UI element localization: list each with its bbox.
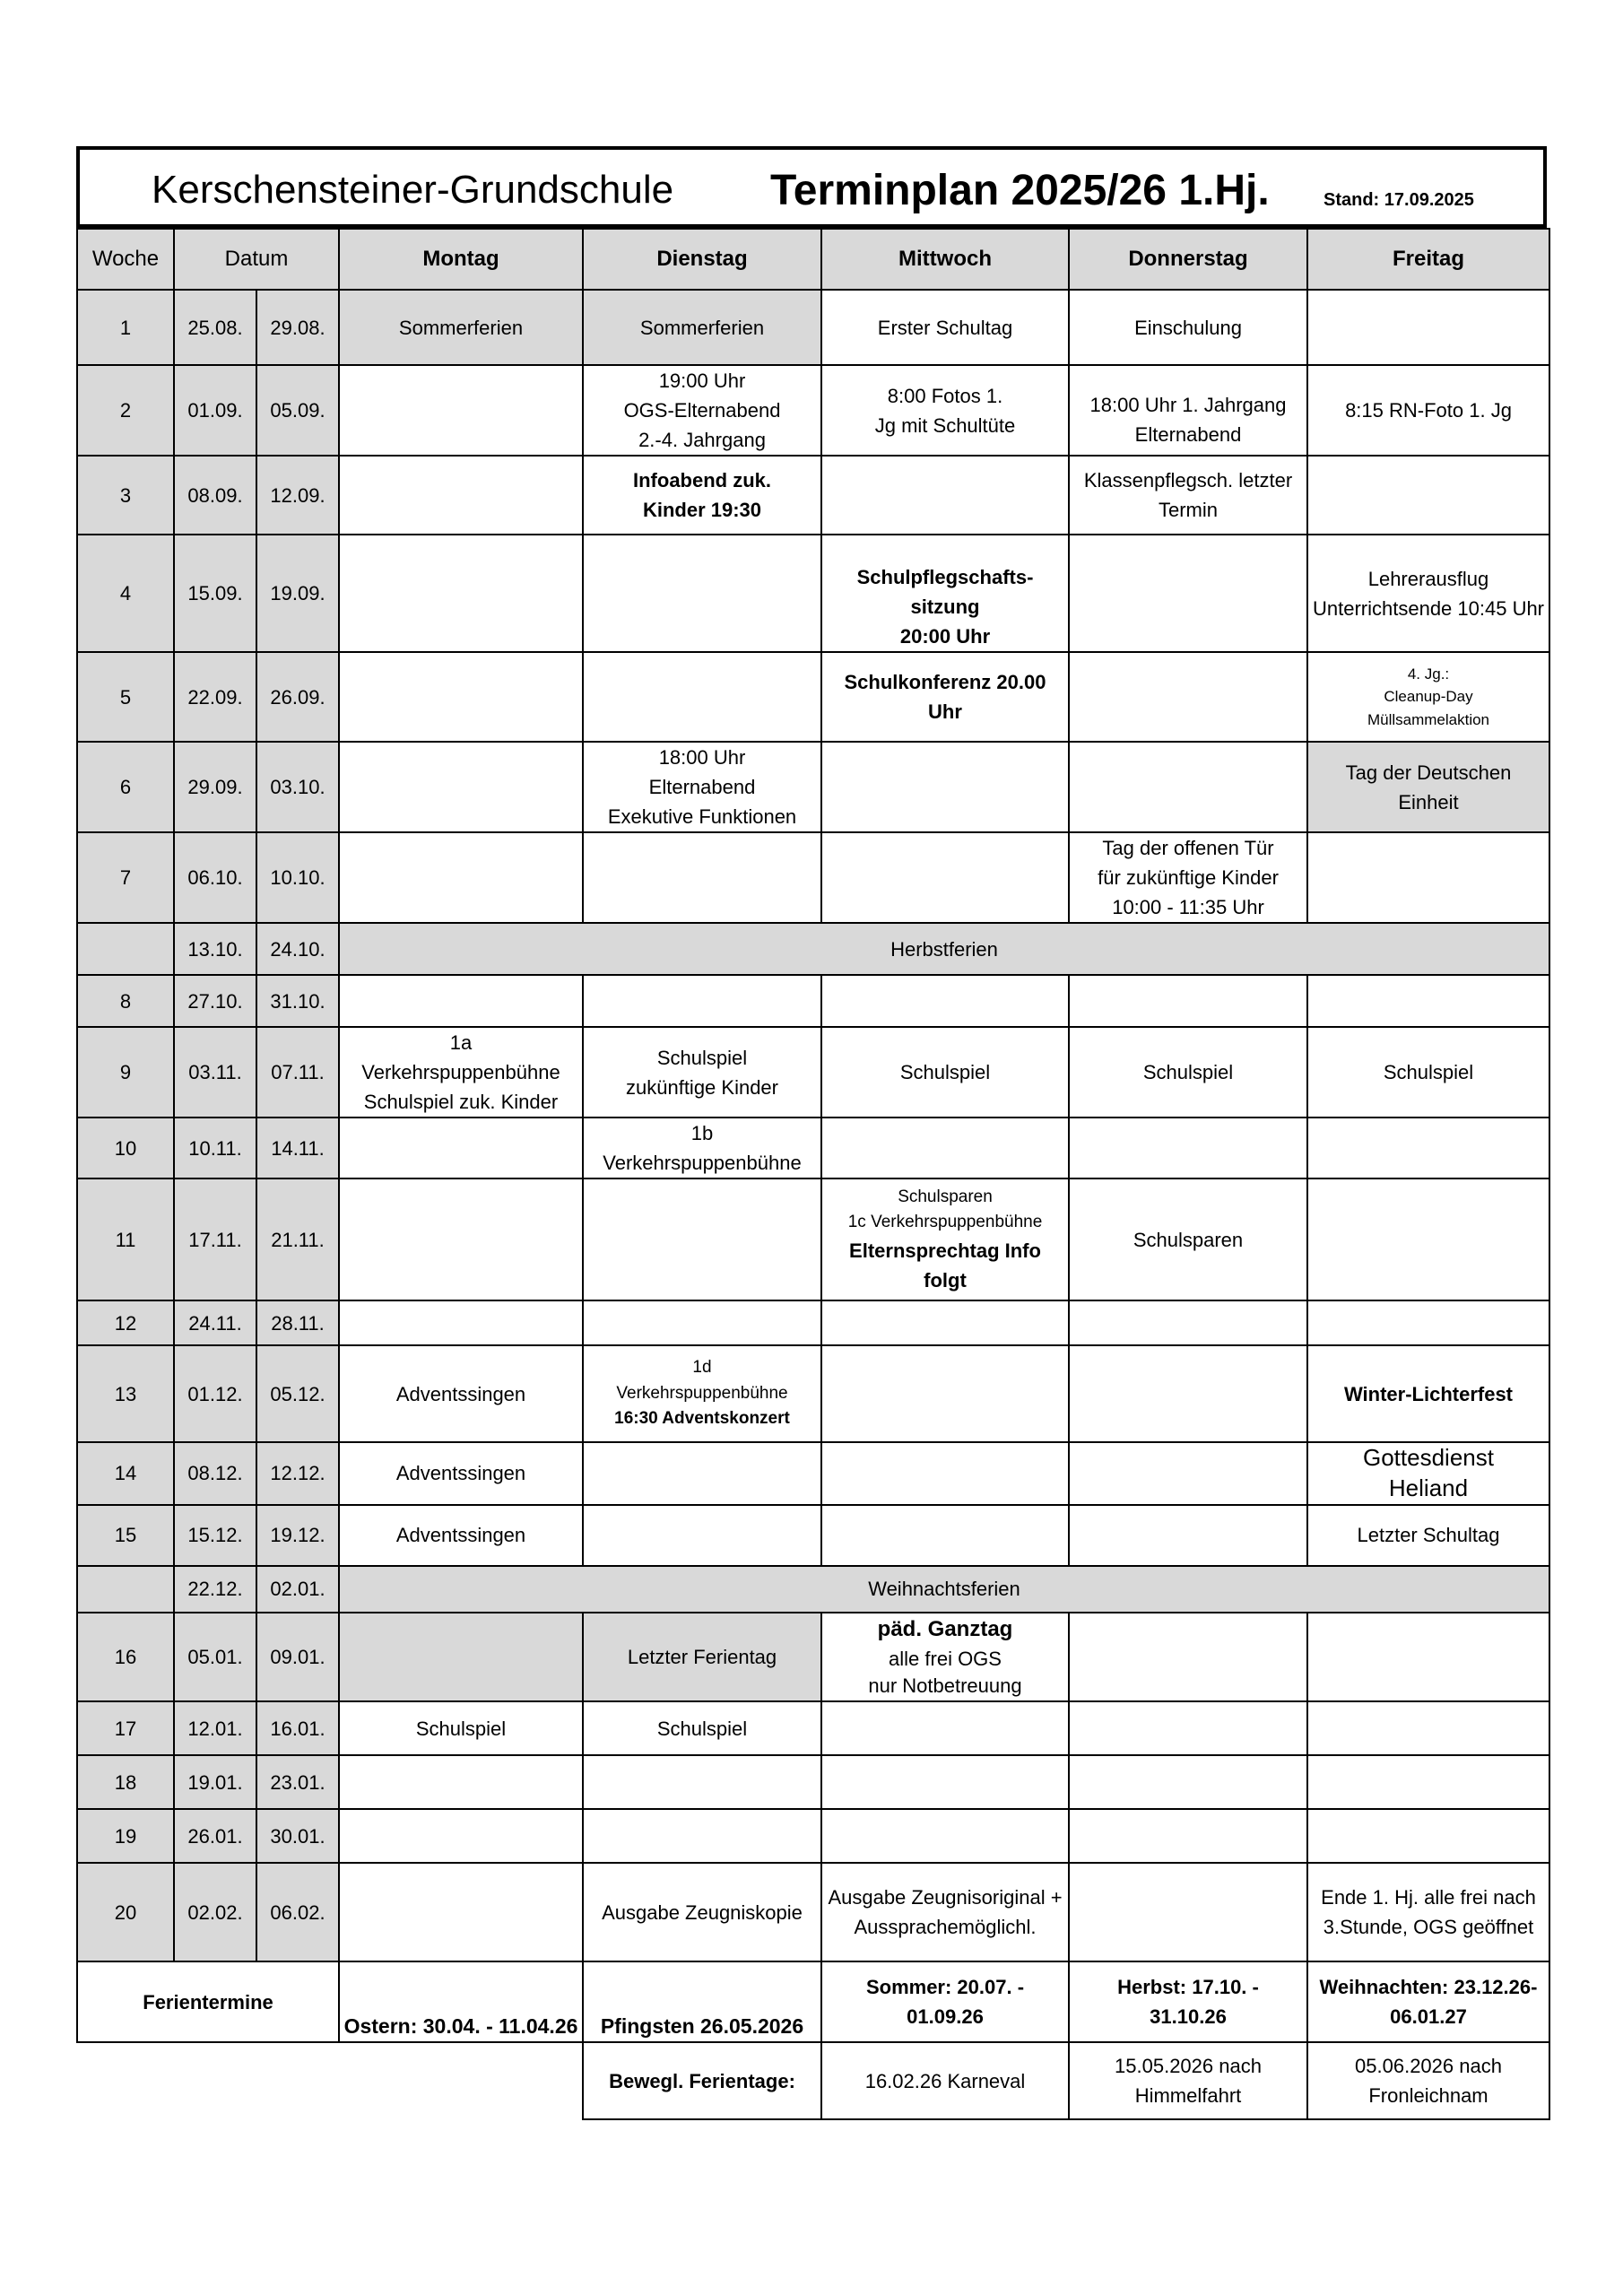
- cell-mittwoch: [821, 1613, 1069, 1702]
- date-from: 15.12.: [174, 1505, 256, 1566]
- cell-dienstag: Letzter Ferientag: [583, 1613, 821, 1702]
- cell-donnerstag: [1069, 975, 1307, 1027]
- cell-mittwoch: Schulpflegschafts- sitzung 20:00 Uhr: [821, 535, 1069, 652]
- cell-montag: [339, 652, 583, 742]
- date-to: 31.10.: [256, 975, 339, 1027]
- holiday-row-herbst: [77, 923, 1549, 975]
- bewegliche-ferientage-row: [77, 2042, 1549, 2119]
- cell-mittwoch: [821, 1442, 1069, 1505]
- cell-mittwoch: [821, 1755, 1069, 1809]
- cell-dienstag: [583, 975, 821, 1027]
- cell-mittwoch: [821, 1701, 1069, 1755]
- title-box: [76, 146, 1547, 228]
- header-mittwoch: Mittwoch: [821, 229, 1069, 290]
- date-from: 02.02.: [174, 1863, 256, 1961]
- cell-donnerstag: 18:00 Uhr 1. Jahrgang Elternabend: [1069, 365, 1307, 456]
- cell-freitag: Letzter Schultag: [1307, 1505, 1549, 1566]
- cell-dienstag: [583, 652, 821, 742]
- cell-dienstag: [583, 1178, 821, 1300]
- week-row-2: [77, 365, 1549, 456]
- holiday-label: Weihnachtsferien: [339, 1566, 1549, 1613]
- cell-freitag: [1307, 1755, 1549, 1809]
- sommer-dates: Sommer: 20.07. - 01.09.26: [821, 1961, 1069, 2042]
- week-row-16: [77, 1613, 1549, 1702]
- mittwoch-schulsparen: Schulsparen: [898, 1187, 993, 1206]
- cell-dienstag: [583, 1345, 821, 1442]
- date-from: 25.08.: [174, 290, 256, 365]
- cell-freitag: [1307, 1701, 1549, 1755]
- date-to: 19.09.: [256, 535, 339, 652]
- cell-montag: [339, 535, 583, 652]
- week-number: 16: [77, 1613, 174, 1702]
- holiday-label: Herbstferien: [339, 923, 1549, 975]
- date-to: 05.09.: [256, 365, 339, 456]
- cell-dienstag: [583, 1300, 821, 1345]
- cell-mittwoch: [821, 1505, 1069, 1566]
- cell-mittwoch: [821, 832, 1069, 923]
- ostern-dates: Ostern: 30.04. - 11.04.26: [339, 1961, 583, 2042]
- date-from: 22.09.: [174, 652, 256, 742]
- cell-donnerstag: [1069, 1442, 1307, 1505]
- date-from: 05.01.: [174, 1613, 256, 1702]
- cell-montag: 1a Verkehrspuppenbühne Schulspiel zuk. Kinder: [339, 1027, 583, 1118]
- week-row-19: [77, 1809, 1549, 1863]
- date-from: 17.11.: [174, 1178, 256, 1300]
- header-freitag: Freitag: [1307, 229, 1549, 290]
- cell-dienstag: Schulspiel: [583, 1701, 821, 1755]
- date-from: 19.01.: [174, 1755, 256, 1809]
- cell-donnerstag: [1069, 1755, 1307, 1809]
- cell-freitag: 8:15 RN-Foto 1. Jg: [1307, 365, 1549, 456]
- cell-freitag: [1307, 456, 1549, 535]
- cell-donnerstag: [1069, 742, 1307, 832]
- date-from: 24.11.: [174, 1300, 256, 1345]
- cell-dienstag: [583, 1442, 821, 1505]
- cell-freitag: [1307, 290, 1549, 365]
- week-row-14: [77, 1442, 1549, 1505]
- week-number: 7: [77, 832, 174, 923]
- week-number: [77, 1566, 174, 1613]
- herbst-dates: Herbst: 17.10. - 31.10.26: [1069, 1961, 1307, 2042]
- cell-donnerstag: [1069, 1701, 1307, 1755]
- cell-mittwoch: Schulkonferenz 20.00 Uhr: [821, 652, 1069, 742]
- week-row-6: [77, 742, 1549, 832]
- cell-freitag: Lehrerausflug Unterrichtsende 10:45 Uhr: [1307, 535, 1549, 652]
- cell-donnerstag: [1069, 1613, 1307, 1702]
- date-to: 10.10.: [256, 832, 339, 923]
- date-to: 19.12.: [256, 1505, 339, 1566]
- cell-montag: [339, 1755, 583, 1809]
- week-row-11: [77, 1178, 1549, 1300]
- date-to: 16.01.: [256, 1701, 339, 1755]
- bewegl-fronleichnam: 05.06.2026 nach Fronleichnam: [1307, 2042, 1549, 2119]
- cell-donnerstag: [1069, 652, 1307, 742]
- cell-montag: Adventssingen: [339, 1442, 583, 1505]
- cell-dienstag: [583, 1755, 821, 1809]
- cell-montag: [339, 365, 583, 456]
- week-number: 20: [77, 1863, 174, 1961]
- week-number: 9: [77, 1027, 174, 1118]
- cell-donnerstag: [1069, 1300, 1307, 1345]
- cell-montag: Schulspiel: [339, 1701, 583, 1755]
- cell-montag: Adventssingen: [339, 1345, 583, 1442]
- cell-freitag: [1307, 1178, 1549, 1300]
- week-row-17: [77, 1701, 1549, 1755]
- date-to: 29.08.: [256, 290, 339, 365]
- date-from: 15.09.: [174, 535, 256, 652]
- cell-montag: [339, 1863, 583, 1961]
- cell-mittwoch: [821, 1809, 1069, 1863]
- cell-freitag: [1307, 975, 1549, 1027]
- week-number: 15: [77, 1505, 174, 1566]
- date-from: 06.10.: [174, 832, 256, 923]
- cell-montag: [339, 1300, 583, 1345]
- header-montag: Montag: [339, 229, 583, 290]
- date-to: 12.09.: [256, 456, 339, 535]
- cell-mittwoch: [821, 456, 1069, 535]
- date-from: 10.11.: [174, 1118, 256, 1178]
- week-row-5: [77, 652, 1549, 742]
- bewegl-karneval: 16.02.26 Karneval: [821, 2042, 1069, 2119]
- cell-montag: [339, 742, 583, 832]
- week-row-8: [77, 975, 1549, 1027]
- cell-montag: [339, 456, 583, 535]
- cell-freitag: [1307, 1300, 1549, 1345]
- date-to: 23.01.: [256, 1755, 339, 1809]
- date-to: 14.11.: [256, 1118, 339, 1178]
- stand-date: Stand: 17.09.2025: [1324, 190, 1474, 210]
- week-number: 3: [77, 456, 174, 535]
- weihnachten-dates: Weihnachten: 23.12.26- 06.01.27: [1307, 1961, 1549, 2042]
- cell-freitag: 4. Jg.: Cleanup-Day Müllsammelaktion: [1307, 652, 1549, 742]
- cell-dienstag: Schulspiel zukünftige Kinder: [583, 1027, 821, 1118]
- week-row-1: [77, 290, 1549, 365]
- date-from: 01.09.: [174, 365, 256, 456]
- cell-donnerstag: [1069, 1118, 1307, 1178]
- pfingsten-dates: Pfingsten 26.05.2026: [583, 1961, 821, 2042]
- week-number: 11: [77, 1178, 174, 1300]
- cell-mittwoch: Ausgabe Zeugnisoriginal + Aussprachemöglichl.: [821, 1863, 1069, 1961]
- cell-freitag: Winter-Lichterfest: [1307, 1345, 1549, 1442]
- cell-montag: [339, 1178, 583, 1300]
- cell-dienstag: 19:00 Uhr OGS-Elternabend 2.-4. Jahrgang: [583, 365, 821, 456]
- ferientermine-row: [77, 1961, 1549, 2042]
- week-row-13: [77, 1345, 1549, 1442]
- cell-donnerstag: Einschulung: [1069, 290, 1307, 365]
- week-number: 5: [77, 652, 174, 742]
- cell-freitag: Ende 1. Hj. alle frei nach 3.Stunde, OGS geöffnet: [1307, 1863, 1549, 1961]
- cell-freitag: [1307, 832, 1549, 923]
- cell-dienstag: [583, 1505, 821, 1566]
- cell-donnerstag: [1069, 1863, 1307, 1961]
- cell-mittwoch: [821, 1345, 1069, 1442]
- header-donnerstag: Donnerstag: [1069, 229, 1307, 290]
- date-from: 13.10.: [174, 923, 256, 975]
- dienstag-puppenbuehne: 1d Verkehrspuppenbühne: [616, 1358, 788, 1403]
- cell-donnerstag: [1069, 1505, 1307, 1566]
- week-number: 8: [77, 975, 174, 1027]
- cell-dienstag: Infoabend zuk. Kinder 19:30: [583, 456, 821, 535]
- week-number: 1: [77, 290, 174, 365]
- cell-donnerstag: Schulsparen: [1069, 1178, 1307, 1300]
- date-to: 09.01.: [256, 1613, 339, 1702]
- cell-donnerstag: [1069, 1345, 1307, 1442]
- cell-donnerstag: Schulspiel: [1069, 1027, 1307, 1118]
- week-number: 13: [77, 1345, 174, 1442]
- date-to: 28.11.: [256, 1300, 339, 1345]
- date-to: 07.11.: [256, 1027, 339, 1118]
- week-number: 10: [77, 1118, 174, 1178]
- date-from: 27.10.: [174, 975, 256, 1027]
- header-woche: Woche: [77, 229, 174, 290]
- cell-montag: [339, 1118, 583, 1178]
- mittwoch-notbetreuung: alle frei OGS nur Notbetreuung: [868, 1647, 1022, 1698]
- cell-donnerstag: [1069, 535, 1307, 652]
- date-to: 02.01.: [256, 1566, 339, 1613]
- week-number: 4: [77, 535, 174, 652]
- schedule-table: [76, 228, 1550, 2120]
- cell-freitag: [1307, 1118, 1549, 1178]
- date-to: 03.10.: [256, 742, 339, 832]
- cell-donnerstag: [1069, 1809, 1307, 1863]
- cell-montag: Adventssingen: [339, 1505, 583, 1566]
- cell-montag: [339, 832, 583, 923]
- mittwoch-ganztag: päd. Ganztag: [877, 1616, 1013, 1641]
- week-number: 12: [77, 1300, 174, 1345]
- ferientermine-label: Ferientermine: [77, 1961, 339, 2042]
- week-row-4: [77, 535, 1549, 652]
- dienstag-adventskonzert: 16:30 Adventskonzert: [614, 1409, 790, 1429]
- date-to: 12.12.: [256, 1442, 339, 1505]
- header-dienstag: Dienstag: [583, 229, 821, 290]
- cell-montag: Sommerferien: [339, 290, 583, 365]
- date-from: 26.01.: [174, 1809, 256, 1863]
- cell-mittwoch: Erster Schultag: [821, 290, 1069, 365]
- cell-montag: [339, 975, 583, 1027]
- holiday-row-weihnacht: [77, 1566, 1549, 1613]
- date-to: 21.11.: [256, 1178, 339, 1300]
- week-row-7: [77, 832, 1549, 923]
- bewegl-himmelfahrt: 15.05.2026 nach Himmelfahrt: [1069, 2042, 1307, 2119]
- cell-dienstag: Sommerferien: [583, 290, 821, 365]
- cell-mittwoch: Schulspiel: [821, 1027, 1069, 1118]
- cell-dienstag: [583, 832, 821, 923]
- cell-freitag: [1307, 1809, 1549, 1863]
- header-datum: Datum: [174, 229, 339, 290]
- week-row-10: [77, 1118, 1549, 1178]
- cell-dienstag: [583, 535, 821, 652]
- week-number: 2: [77, 365, 174, 456]
- week-number: 17: [77, 1701, 174, 1755]
- week-number: 14: [77, 1442, 174, 1505]
- week-number: 18: [77, 1755, 174, 1809]
- date-to: 30.01.: [256, 1809, 339, 1863]
- week-number: 19: [77, 1809, 174, 1863]
- bewegl-label: Bewegl. Ferientage:: [583, 2042, 821, 2119]
- date-from: 08.09.: [174, 456, 256, 535]
- header-row: [77, 229, 1549, 290]
- date-from: 03.11.: [174, 1027, 256, 1118]
- date-from: 08.12.: [174, 1442, 256, 1505]
- week-row-9: [77, 1027, 1549, 1118]
- cell-donnerstag: Klassenpflegsch. letzter Termin: [1069, 456, 1307, 535]
- cell-donnerstag: Tag der offenen Tür für zukünftige Kinder 10:00 - 11:35 Uhr: [1069, 832, 1307, 923]
- cell-mittwoch: [821, 742, 1069, 832]
- week-number: 6: [77, 742, 174, 832]
- week-row-20: [77, 1863, 1549, 1961]
- cell-dienstag: 1b Verkehrspuppenbühne: [583, 1118, 821, 1178]
- week-row-3: [77, 456, 1549, 535]
- school-name: Kerschensteiner-Grundschule: [152, 168, 674, 212]
- cell-mittwoch: [821, 1178, 1069, 1300]
- mittwoch-puppenbuehne: 1c Verkehrspuppenbühne: [847, 1213, 1043, 1231]
- date-from: 01.12.: [174, 1345, 256, 1442]
- week-number: [77, 923, 174, 975]
- date-to: 05.12.: [256, 1345, 339, 1442]
- date-from: 29.09.: [174, 742, 256, 832]
- date-to: 24.10.: [256, 923, 339, 975]
- cell-freitag: Gottesdienst Heliand: [1307, 1442, 1549, 1505]
- date-to: 06.02.: [256, 1863, 339, 1961]
- plan-title: Terminplan 2025/26 1.Hj.: [770, 167, 1270, 214]
- cell-montag: [339, 1809, 583, 1863]
- cell-freitag: [1307, 1613, 1549, 1702]
- date-to: 26.09.: [256, 652, 339, 742]
- date-from: 22.12.: [174, 1566, 256, 1613]
- cell-mittwoch: [821, 975, 1069, 1027]
- cell-dienstag: [583, 1809, 821, 1863]
- cell-mittwoch: [821, 1300, 1069, 1345]
- cell-mittwoch: 8:00 Fotos 1. Jg mit Schultüte: [821, 365, 1069, 456]
- date-from: 12.01.: [174, 1701, 256, 1755]
- cell-dienstag: Ausgabe Zeugniskopie: [583, 1863, 821, 1961]
- cell-dienstag: 18:00 Uhr Elternabend Exekutive Funktionen: [583, 742, 821, 832]
- week-row-15: [77, 1505, 1549, 1566]
- week-row-12: [77, 1300, 1549, 1345]
- cell-freitag: Schulspiel: [1307, 1027, 1549, 1118]
- week-row-18: [77, 1755, 1549, 1809]
- mittwoch-elternsprechtag: Elternsprechtag Info folgt: [849, 1239, 1041, 1292]
- cell-freitag: Tag der Deutschen Einheit: [1307, 742, 1549, 832]
- cell-mittwoch: [821, 1118, 1069, 1178]
- cell-montag: [339, 1613, 583, 1702]
